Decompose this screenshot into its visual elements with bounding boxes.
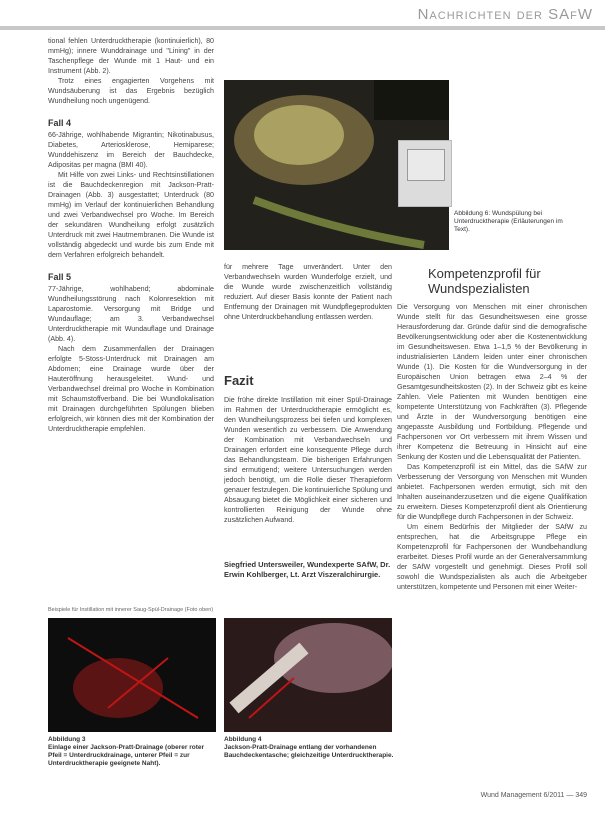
figure-4-caption-block xyxy=(224,736,394,760)
therapy-device-image xyxy=(398,140,452,207)
fall-4-heading: Fall 4 xyxy=(48,118,72,128)
competency-paragraph: Um einem Bedürfnis der Mitglieder der SAfW zu entsprechen, hat die Arbeitsgruppe Pflege ein Kompetenzprofil für Fachpersonen der Wundbehandlung erarbeitet. Dieses Profil wurde an der Generalversammlung der SAfW vorgestellt und genehmigt. Dieses Profil soll sowohl die Wundspezialisten als auch die Arbeitgeber unterstützen, kompetente und Personen mit einer Weiter- xyxy=(397,523,587,591)
section-header: Nachrichten der SAfW xyxy=(417,6,593,23)
header-rule xyxy=(0,26,605,30)
drainage-illustration xyxy=(48,618,216,732)
fall-5-heading: Fall 5 xyxy=(48,272,72,282)
column-2-continuation: für mehrere Tage unverändert. Unter den Verbandwechseln wurden Wunderfolge erzielt, und die Wunde wurde zwischenzeitlich vollständig reduziert. Auf dieser Basis konnte der Patient nach Entfernung der Drainagen mit Wundpflegeprodukten ohne Unterdruckbehandlung entlassen werden. xyxy=(224,263,392,321)
page-footer: Wund Management 6/2011 — 349 xyxy=(480,792,587,799)
fazit-heading: Fazit xyxy=(224,373,254,388)
figure-4-caption: Jackson-Pratt-Drainage entlang der vorhandenen Bauchdeckentasche; gleichzeitige Unterdrucktherapie. xyxy=(224,744,394,759)
column-3 xyxy=(397,302,587,592)
column-1 xyxy=(48,36,214,434)
jackson-pratt-illustration xyxy=(224,618,392,732)
figure-4-label: Abbildung 4 xyxy=(224,736,262,743)
competency-profile-heading: Kompetenzprofil für Wundspezialisten xyxy=(428,266,541,296)
fazit-paragraph: Die frühe direkte Instillation mit einer Spül-Drainage im Rahmen der Unterdrucktherapie ermöglicht es, den Wundheilungsprozess bei tiefen und komplexen Wunden wesentlich zu verbessern. Die Anwendung der Kombination mit Verbandwechseln und Drainagen erfordert eine konsequente Pflege durch das Behandlungsteam. Die bisherigen Erfahrungen sind ermutigend; weitere Untersuchungen werden jedoch benötigt, um die Rolle dieser Therapieform genauer festzulegen. Die kontinuierliche Spülung und Absaugung bietet die Möglichkeit einer sicheren und kontrollierten Reinigung der Wunde ohne zusätzlichen Aufwand. xyxy=(224,396,393,524)
fall-5-paragraph: 77-Jährige, wohlhabend; abdominale Wundheilungsstörung nach Kolonresektion mit Laparostomie. Versorgung mit Bridge und Wundauflage; am 3. Verbandwechsel Unterdrucktherapie mit Wundauflage und Drainage (Abb. 4). xyxy=(48,285,214,343)
fall-4-paragraph: 66-Jährige, wohlhabende Migrantin; Nikotinabusus, Diabetes, Arteriosklerose, Hemiparese; Wunddehiszenz im Bereich der Bauchdecke, Adipositas per magna (BMI 40). xyxy=(48,131,214,169)
intro-paragraph: Trotz eines engagierten Vorgehens mit Wundsäuberung ist das Ergebnis bezüglich Wundheilung noch ungenügend. xyxy=(48,77,214,105)
figure-6-caption: Abbildung 6: Wundspülung bei Unterdrucktherapie (Erläuterungen im Text). xyxy=(454,210,563,233)
figure-3-caption-block xyxy=(48,736,218,768)
wound-photo-drainage xyxy=(48,618,216,732)
competency-paragraph: Das Kompetenzprofil ist ein Mittel, das die SAfW zur Verbesserung der Versorgung von Menschen mit Wunden anbietet. Fachpersonen werden ermutigt, sich mit den Inhalten auseinanderzusetzen und die eigene Qualifikation zu erweitern. Dieses Kompetenzprofil dient als Orientierung für die Wundpflege durch Fachpersonen in der Schweiz. xyxy=(397,463,587,521)
competency-paragraph: Die Versorgung von Menschen mit einer chronischen Wunde stellt für das Gesundheitswesen eine grosse Herausforderung dar. Gründe dafür sind die demografische Bevölkerungsentwicklung oder aber die Kostenentwicklung im Gesundheitswesen. Etwa 1–1,5 % der Bevölkerung in industrialisierten Ländern leiden unter einer chronischen Wunde (1). Die Kosten für die Wundversorgung in der Europäischen Union betragen etwa 2–4 % der Gesamtgesundheitskosten (2). In der Schweiz gibt es keine Zahlen. Viele Patienten mit Wunden benötigen eine kompetente Unterstützung von Fachkräften (3). Pflegende und Ärzte in der Wundversorgung benötigen eine angepasste Ausbildung und Fortbildung. Pflegende und Fachpersonen vor Ort verbessern mit ihrem Wissen und ihrer Kompetenz die Betreuung in Hinsicht auf eine Senkung der Kosten und die Lebensqualität der Patienten. xyxy=(397,303,587,461)
fall-4-paragraph: Mit Hilfe von zwei Links- und Rechtsinstillationen ist die Bauchdeckenregion mit Jackson-Pratt-Drainagen (Abb. 3) ausgestattet; Unterdruck (80 mmHg) im Verlauf der kontinuierlichen Behandlung und zwei Verbandwechsel pro Woche. Im Bereich der sekundären Wundheilung erfolgt zusätzlich Unterdruck mit zwei Hautmembranen. Die Wunde ist vollständig abgedeckt und wurde bis zum Ende mit dem Verfahren erfolgreich behandelt. xyxy=(48,171,214,259)
wound-photo-jackson-pratt xyxy=(224,618,392,732)
small-caption: Beispiele für Instillation mit innerer Saug-Spül-Drainage (Foto oben) xyxy=(48,607,214,613)
author-signature: Siegfried Untersweiler, Wundexperte SAfW, Dr. Erwin Kohlberger, Lt. Arzt Viszeralchirurgie. xyxy=(224,560,391,579)
figure-3-label: Abbildung 3 xyxy=(48,736,86,743)
intro-paragraph: tional fehlen Unterdrucktherapie (kontinuierlich), 80 mmHg); innere Wunddrainage und "Lining" in der Taschenpflege der Wunde mit 1 Haut- und ein Instrument (Abb. 2). xyxy=(48,37,214,75)
figure-3-caption: Einlage einer Jackson-Pratt-Drainage (oberer roter Pfeil = Unterdruckdrainage, unterer Pfeil = zur Unterdrucktherapie geeignete Naht). xyxy=(48,744,205,767)
fall-5-paragraph: Nach dem Zusammenfallen der Drainagen erfolgte 5-Stoss-Unterdruck mit Drainagen am Abdomen; eine Drainage wurde über der Hauteröffnung herausgeleitet. Wund- und Verbandwechsel dreimal pro Woche in Kombination mit Schaumstoffverband. Die bei Wundlokalisation mit Drainagen durchgeführten Spülungen blieben erfolgreich, wir können dies mit der Kombination der Unterdrucktherapie empfehlen. xyxy=(48,345,214,433)
